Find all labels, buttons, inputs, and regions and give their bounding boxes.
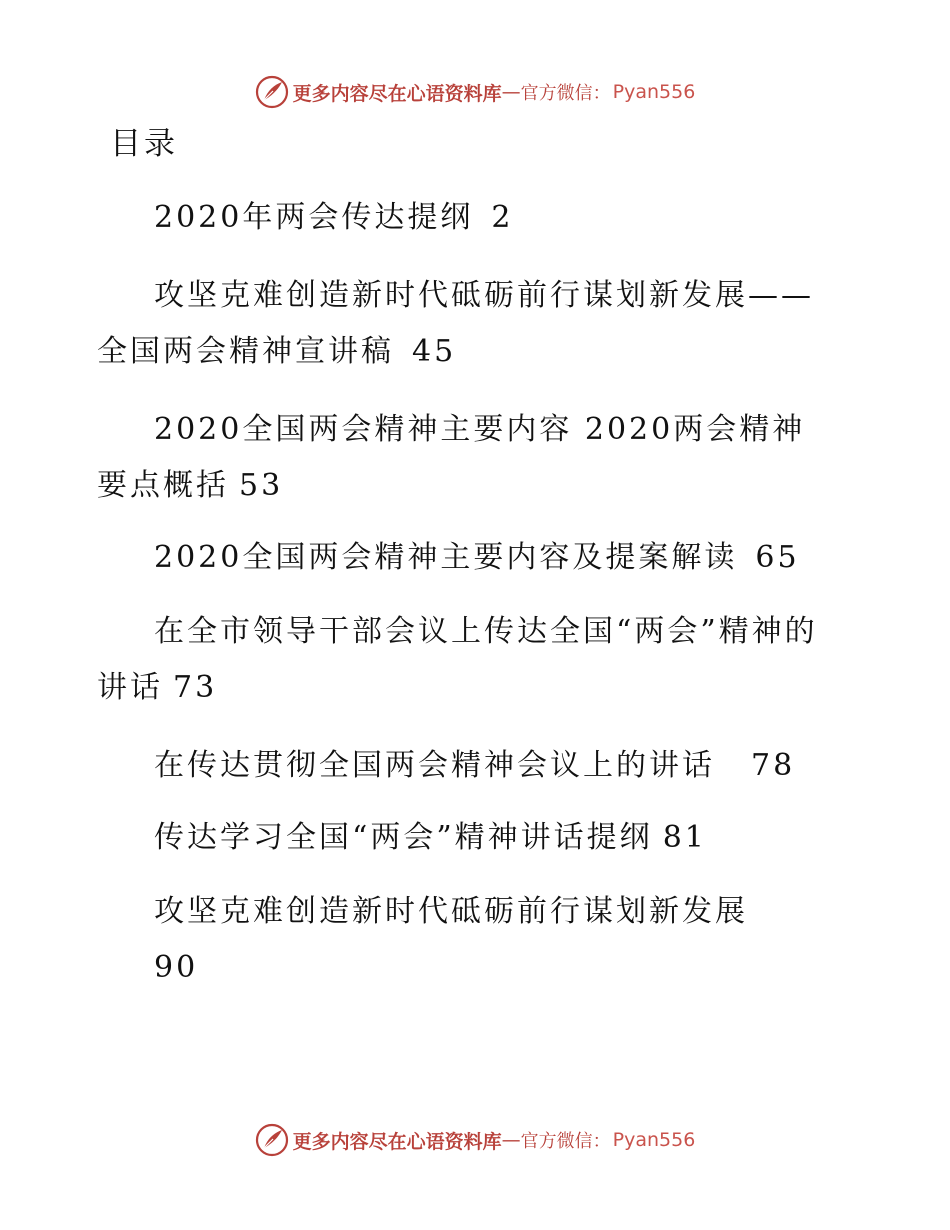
toc-entry-text: 传达学习全国“两会”精神讲话提纲 [154,820,653,855]
toc-entry-page: 65 [755,540,800,575]
watermark-wechat-label: 官方微信： [520,1131,611,1152]
feather-pen-icon [255,1123,289,1157]
toc-entry-page: 73 [173,670,218,705]
toc-entry-text: 2020全国两会精神主要内容及提案解读 [154,540,738,575]
toc-entry-text: 攻坚克难创造新时代砥砺前行谋划新发展 [154,894,748,929]
watermark-wechat-id: Pyan556 [612,81,696,103]
toc-entry[interactable] [97,738,837,794]
toc-entry-text: 在全市领导干部会议上传达全国“两会”精神的讲话 [97,614,818,705]
toc-entry[interactable] [97,884,837,996]
feather-pen-icon [255,75,289,109]
watermark-separator: — [501,1129,521,1151]
toc-entry-page: 45 [412,334,457,369]
watermark-wechat-id: Pyan556 [612,1129,696,1151]
watermark-wechat-label: 官方微信： [520,83,611,104]
toc-entry[interactable] [97,402,837,514]
watermark-separator: — [501,81,521,103]
footer-watermark [0,1120,950,1160]
toc-entry-page: 81 [662,820,707,855]
toc-entry-text: 在传达贯彻全国两会精神会议上的讲话 [154,748,715,783]
toc-entry-text: 2020全国两会精神主要内容 2020两会精神要点概括 [97,412,806,503]
toc-entry[interactable] [97,530,837,586]
toc-entry-page: 2 [491,200,514,235]
header-watermark [0,72,950,112]
toc-title: 目录 [110,126,178,162]
toc-entry[interactable] [97,604,837,716]
toc-entry-text: 2020年两会传达提纲 [154,200,474,235]
toc-entry[interactable] [97,810,837,866]
toc-entry[interactable] [97,190,837,246]
toc-entry[interactable] [97,268,837,380]
watermark-site-text: 更多内容尽在心语资料库 [292,82,502,105]
toc-entry-page: 53 [239,468,284,503]
toc-entry-page: 90 [154,950,199,985]
toc-entry-text: 攻坚克难创造新时代砥砺前行谋划新发展——全国两会精神宣讲稿 [97,278,814,369]
toc-entry-page: 78 [751,748,796,783]
watermark-site-text: 更多内容尽在心语资料库 [292,1130,502,1153]
